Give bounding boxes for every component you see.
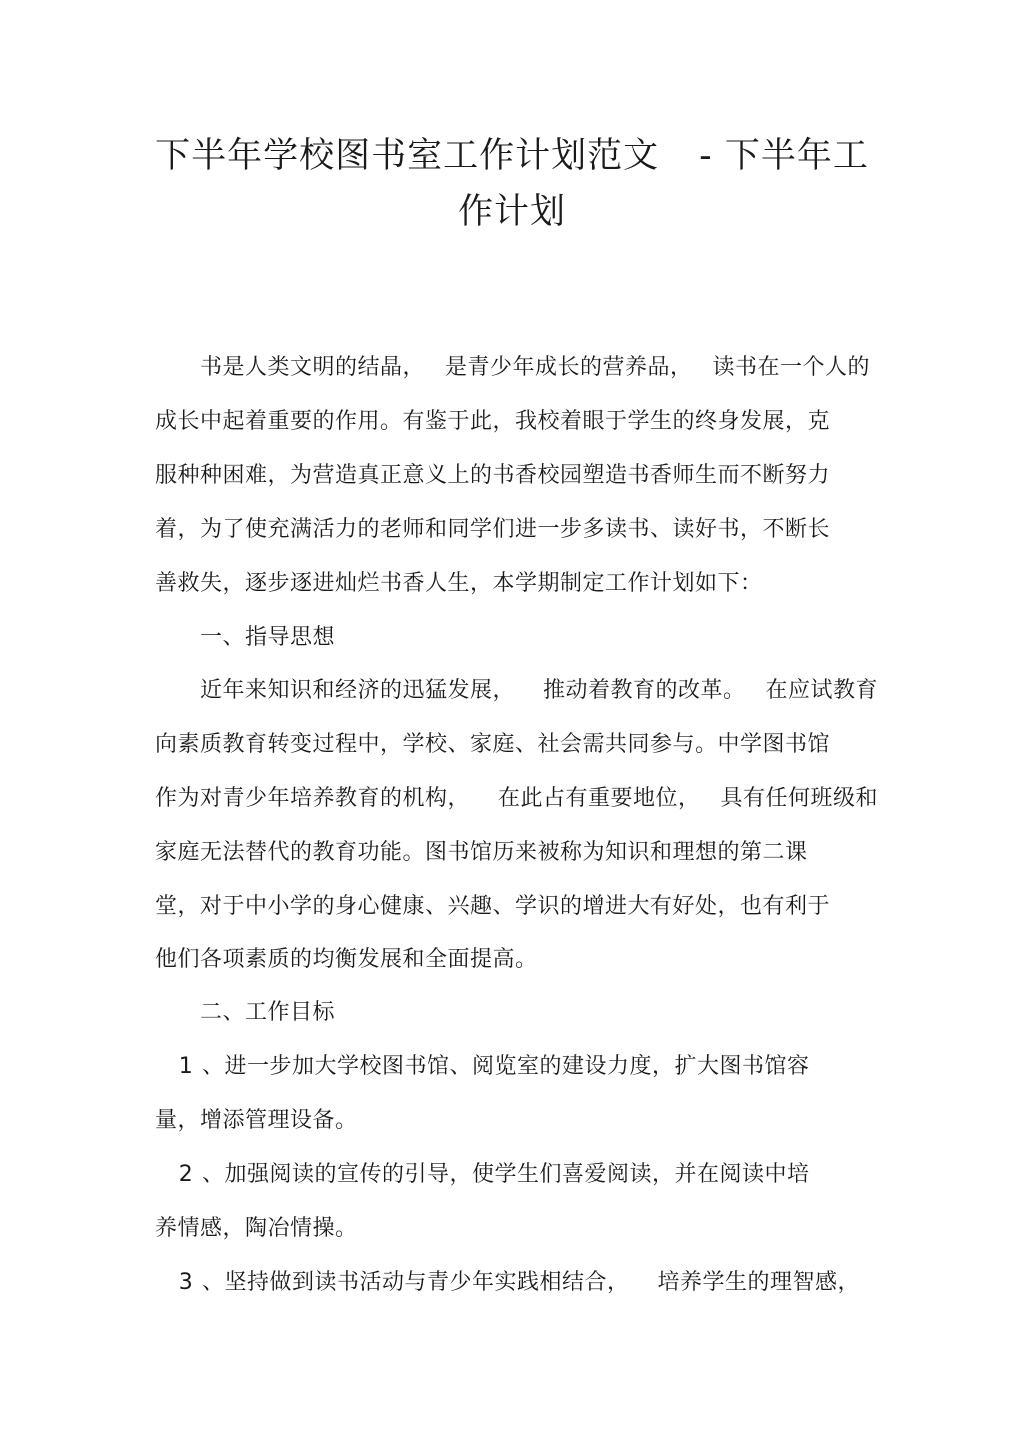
paragraph-line: 家庭无法替代的教育功能。图书馆历来被称为知识和理想的第二课 bbox=[155, 840, 808, 865]
title-line1-part1: 下半年学校图书室工作计划范文 bbox=[155, 136, 660, 176]
text-span: 、加强阅读的宣传的引导，使学生们喜爱阅读，并在阅读中培 bbox=[202, 1162, 810, 1187]
paragraph-line bbox=[200, 353, 870, 383]
document-title bbox=[150, 128, 874, 184]
document-title-line2: 作计划 bbox=[457, 192, 566, 232]
text-span: 书是人类文明的结晶， bbox=[200, 355, 426, 380]
list-item-continuation: 量，增添管理设备。 bbox=[155, 1108, 358, 1133]
list-number: 2 bbox=[178, 1162, 194, 1187]
list-item bbox=[170, 1052, 810, 1082]
paragraph-line: 善救失，逐步逐进灿烂书香人生，本学期制定工作计划如下： bbox=[155, 571, 763, 596]
text-span: 读书在一个人的 bbox=[712, 355, 871, 380]
paragraph-line: 他们各项素质的均衡发展和全面提高。 bbox=[155, 947, 538, 972]
paragraph-line: 着，为了使充满活力的老师和同学们进一步多读书、读好书，不断长 bbox=[155, 517, 831, 542]
text-span: 推动着教育的改革。 bbox=[543, 678, 746, 703]
list-number: 1 bbox=[178, 1054, 194, 1079]
paragraph-line bbox=[200, 676, 878, 706]
text-span: 、进一步加大学校图书馆、阅览室的建设力度，扩大图书馆容 bbox=[202, 1054, 810, 1079]
text-span: 具有任何班级和 bbox=[720, 786, 879, 811]
text-span: 在应试教育 bbox=[765, 678, 879, 703]
section-heading: 一、指导思想 bbox=[200, 625, 336, 650]
section-heading: 二、工作目标 bbox=[200, 1000, 336, 1025]
paragraph-line bbox=[155, 784, 878, 814]
list-item bbox=[170, 1160, 810, 1190]
list-number: 3 bbox=[178, 1270, 194, 1295]
text-span: 在此占有重要地位， bbox=[498, 786, 701, 811]
paragraph-line: 成长中起着重要的作用。有鉴于此，我校着眼于学生的终身发展，克 bbox=[155, 409, 831, 434]
title-line1-part2: - 下半年工 bbox=[699, 136, 869, 176]
text-span: 培养学生的理智感， bbox=[657, 1270, 861, 1295]
text-span: 作为对青少年培养教育的机构， bbox=[155, 786, 471, 811]
paragraph-line: 向素质教育转变过程中，学校、家庭、社会需共同参与。中学图书馆 bbox=[155, 732, 831, 757]
paragraph-line: 堂，对于中小学的身心健康、兴趣、学识的增进大有好处，也有利于 bbox=[155, 894, 831, 919]
text-span: 近年来知识和经济的迅猛发展， bbox=[200, 678, 516, 703]
text-span: 、坚持做到读书活动与青少年实践相结合， bbox=[202, 1270, 630, 1295]
list-item bbox=[170, 1268, 860, 1298]
text-span: 是青少年成长的营养品， bbox=[445, 355, 693, 380]
paragraph-line: 服种种困难，为营造真正意义上的书香校园塑造书香师生而不断努力 bbox=[155, 463, 831, 488]
list-item-continuation: 养情感，陶冶情操。 bbox=[155, 1216, 358, 1241]
